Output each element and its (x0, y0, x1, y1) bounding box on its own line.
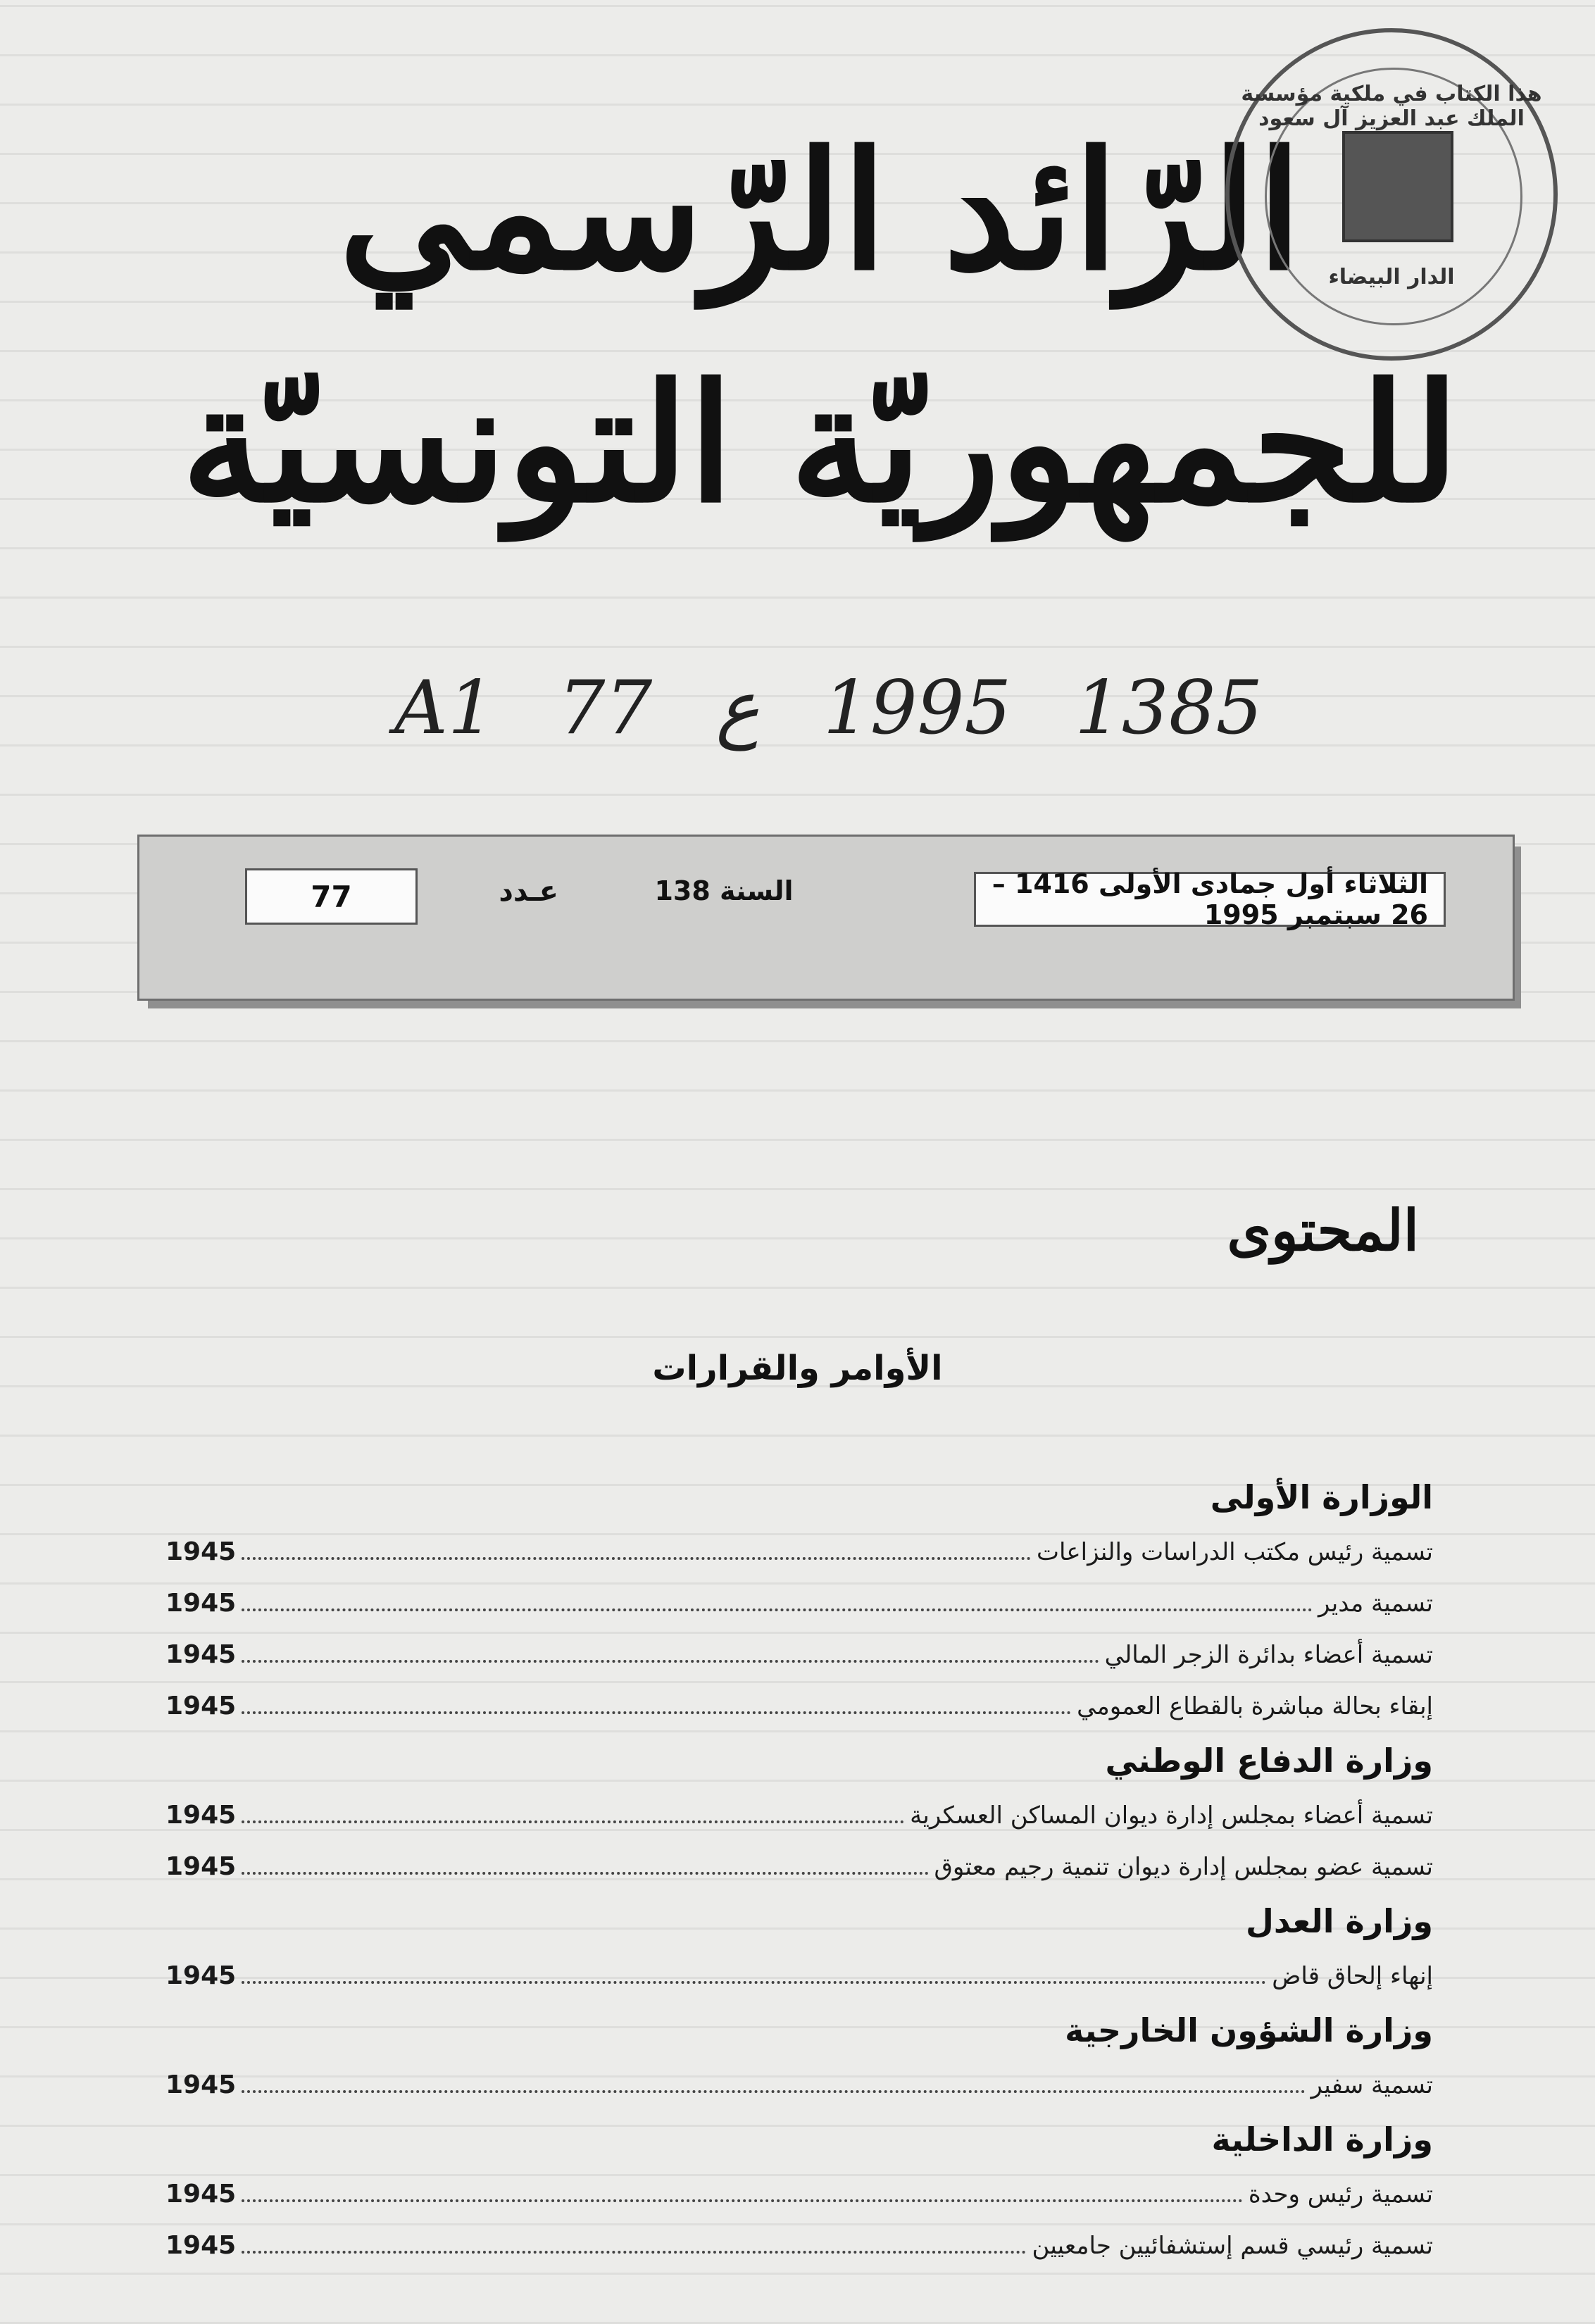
toc-entry-title: تسمية مدير (1318, 1589, 1433, 1618)
ministry-heading: وزارة العدل (1246, 1902, 1433, 1940)
toc-entry-title: تسمية عضو بمجلس إدارة ديوان تنمية رجيم معتوق (934, 1853, 1433, 1881)
toc-entry[interactable] (165, 1578, 1433, 1629)
handwritten-code: A1 (394, 665, 495, 751)
toc-entry-page: 1945 (165, 1852, 237, 1881)
issue-banner (137, 835, 1515, 1001)
toc-entry-page: 1945 (165, 1589, 237, 1618)
issue-date: الثلاثاء أول جمادى الأولى 1416 – 26 سبتمبر 1995 (974, 872, 1446, 927)
toc-entry[interactable] (165, 1950, 1433, 2001)
issue-number-box (245, 868, 558, 925)
toc-entry-title: إبقاء بحالة مباشرة بالقطاع العمومي (1077, 1692, 1433, 1720)
toc-entry-title: تسمية أعضاء بدائرة الزجر المالي (1104, 1641, 1433, 1669)
issue-number: 77 (245, 868, 418, 925)
leader-dots (242, 2184, 1243, 2202)
stamp-bottom-text: الدار البيضاء (1328, 265, 1455, 289)
leader-dots (242, 1805, 904, 1823)
toc-entry[interactable] (165, 1680, 1433, 1732)
leader-dots (242, 1856, 928, 1875)
stamp-emblem-icon (1342, 131, 1453, 242)
toc-entry-title: إنهاء إلحاق قاض (1272, 1962, 1433, 1990)
leader-dots (242, 1542, 1031, 1560)
issue-label: عـدد (499, 875, 558, 908)
toc-entry-page: 1945 (165, 1537, 237, 1566)
ministry-heading: وزارة الشؤون الخارجية (1065, 2011, 1433, 2049)
toc-entry-title: تسمية أعضاء بمجلس إدارة ديوان المساكن العسكرية (910, 1801, 1433, 1830)
stamp-top-text: هذا الكتاب في ملكية مؤسسة الملك عبد العزيز آل سعود (1241, 82, 1542, 131)
issue-year: السنة 138 (654, 875, 794, 906)
masthead-title-line1: الرّائد الرّسمي (339, 116, 1302, 306)
toc-entry-page: 1945 (165, 1961, 237, 1990)
library-stamp (1225, 28, 1558, 361)
toc-section-heading: الأوامر والقرارات (652, 1349, 943, 1388)
toc-entry-title: تسمية رئيس وحدة (1248, 2180, 1433, 2209)
toc-entry-page: 1945 (165, 2180, 237, 2209)
toc-entry-page: 1945 (165, 2231, 237, 2260)
toc-entry[interactable] (165, 2220, 1433, 2271)
toc-entry[interactable] (165, 2168, 1433, 2220)
toc-entry[interactable] (165, 1789, 1433, 1841)
toc-entry-page: 1945 (165, 1640, 237, 1669)
handwritten-letter: ع (715, 665, 760, 751)
handwritten-issue: 77 (558, 665, 653, 751)
table-of-contents (165, 1468, 1433, 2271)
ministry-heading: وزارة الداخلية (1211, 2120, 1433, 2159)
toc-entry-page: 1945 (165, 1801, 237, 1830)
handwritten-year: 1995 (822, 665, 1012, 751)
toc-entry[interactable] (165, 2059, 1433, 2111)
masthead-title-line2: للجمهوريّة التونسيّة (181, 349, 1460, 539)
ministry-heading: الوزارة الأولى (1210, 1478, 1433, 1516)
toc-entry-page: 1945 (165, 1692, 237, 1720)
leader-dots (242, 1593, 1313, 1611)
toc-title: المحتوى (1227, 1197, 1419, 1263)
handwritten-number: 1385 (1075, 665, 1263, 751)
leader-dots (242, 1644, 1099, 1663)
leader-dots (242, 2075, 1305, 2093)
toc-entry-title: تسمية رئيسي قسم إستشفائيين جامعيين (1032, 2232, 1433, 2260)
leader-dots (242, 1696, 1071, 1714)
handwritten-reference (394, 655, 1310, 761)
toc-entry[interactable] (165, 1526, 1433, 1578)
toc-entry[interactable] (165, 1841, 1433, 1892)
leader-dots (242, 2235, 1026, 2254)
leader-dots (242, 1966, 1266, 1984)
ministry-heading: وزارة الدفاع الوطني (1105, 1742, 1433, 1780)
toc-entry[interactable] (165, 1629, 1433, 1680)
toc-entry-title: تسمية رئيس مكتب الدراسات والنزاعات (1036, 1538, 1433, 1566)
toc-entry-title: تسمية سفير (1311, 2071, 1433, 2099)
toc-entry-page: 1945 (165, 2070, 237, 2099)
